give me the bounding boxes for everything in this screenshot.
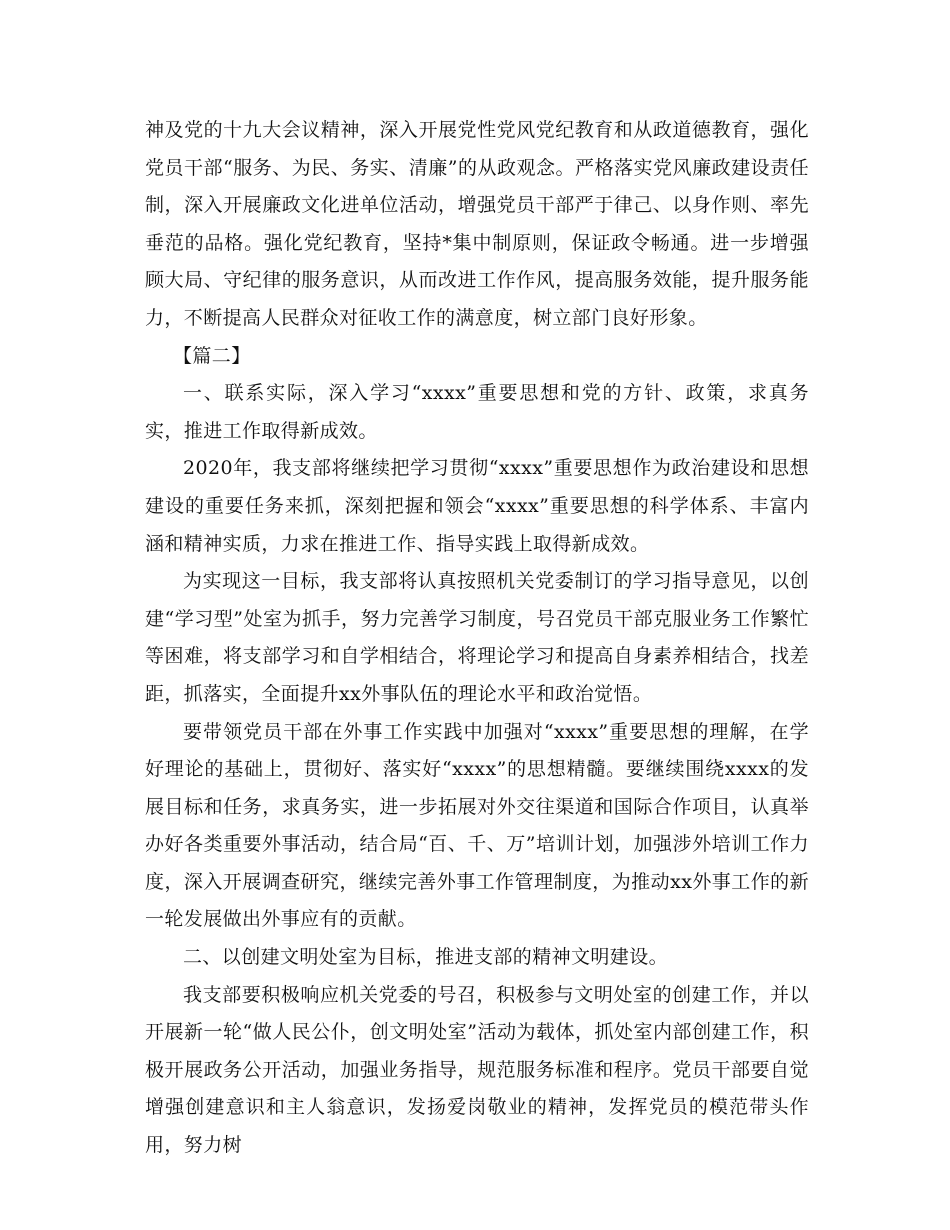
document-body bbox=[145, 112, 809, 1165]
body-paragraph: 2020年，我支部将继续把学习贯彻“xxxx”重要思想作为政治建设和思想建设的重要任务来抓，深刻把握和领会“xxxx”重要思想的科学体系、丰富内涵和精神实质，力求在推进工作、指导实践上取得新成效。 bbox=[145, 457, 809, 555]
body-paragraph: 我支部要积极响应机关党委的号召，积极参与文明处室的创建工作，并以开展新一轮“做人民公仆，创文明处室”活动为载体，抓处室内部创建工作，积极开展政务公开活动，加强业务指导，规范服务标准和程序。党员干部要自觉增强创建意识和主人翁意识，发扬爱岗敬业的精神，发挥党员的模范带头作用，努力树 bbox=[145, 983, 809, 1157]
section-point-heading: 二、以创建文明处室为目标，推进支部的精神文明建设。 bbox=[183, 946, 669, 969]
section-point-heading: 一、联系实际，深入学习“xxxx”重要思想和党的方针、政策，求真务实，推进工作取得新成效。 bbox=[145, 382, 809, 442]
section-heading: 【篇二】 bbox=[173, 344, 251, 367]
body-paragraph: 为实现这一目标，我支部将认真按照机关党委制订的学习指导意见，以创建“学习型”处室为抓手，努力完善学习制度，号召党员干部克服业务工作繁忙等困难，将支部学习和自学相结合，将理论学习和提高自身素养相结合，找差距，抓落实，全面提升xx外事队伍的理论水平和政治觉悟。 bbox=[145, 570, 809, 705]
body-paragraph: 要带领党员干部在外事工作实践中加强对“xxxx”重要思想的理解，在学好理论的基础上，贯彻好、落实好“xxxx”的思想精髓。要继续围绕xxxx的发展目标和任务，求真务实，进一步拓展对外交往渠道和国际合作项目，认真举办好各类重要外事活动，结合局“百、千、万”培训计划，加强涉外培训工作力度，深入开展调查研究，继续完善外事工作管理制度，为推动xx外事工作的新一轮发展做出外事应有的贡献。 bbox=[145, 720, 809, 931]
body-paragraph: 神及党的十九大会议精神，深入开展党性党风党纪教育和从政道德教育，强化党员干部“服务、为民、务实、清廉”的从政观念。严格落实党风廉政建设责任制，深入开展廉政文化进单位活动，增强党员干部严于律己、以身作则、率先垂范的品格。强化党纪教育，坚持*集中制原则，保证政令畅通。进一步增强顾大局、守纪律的服务意识，从而改进工作作风，提高服务效能，提升服务能力，不断提高人民群众对征收工作的满意度，树立部门良好形象。 bbox=[145, 119, 809, 329]
